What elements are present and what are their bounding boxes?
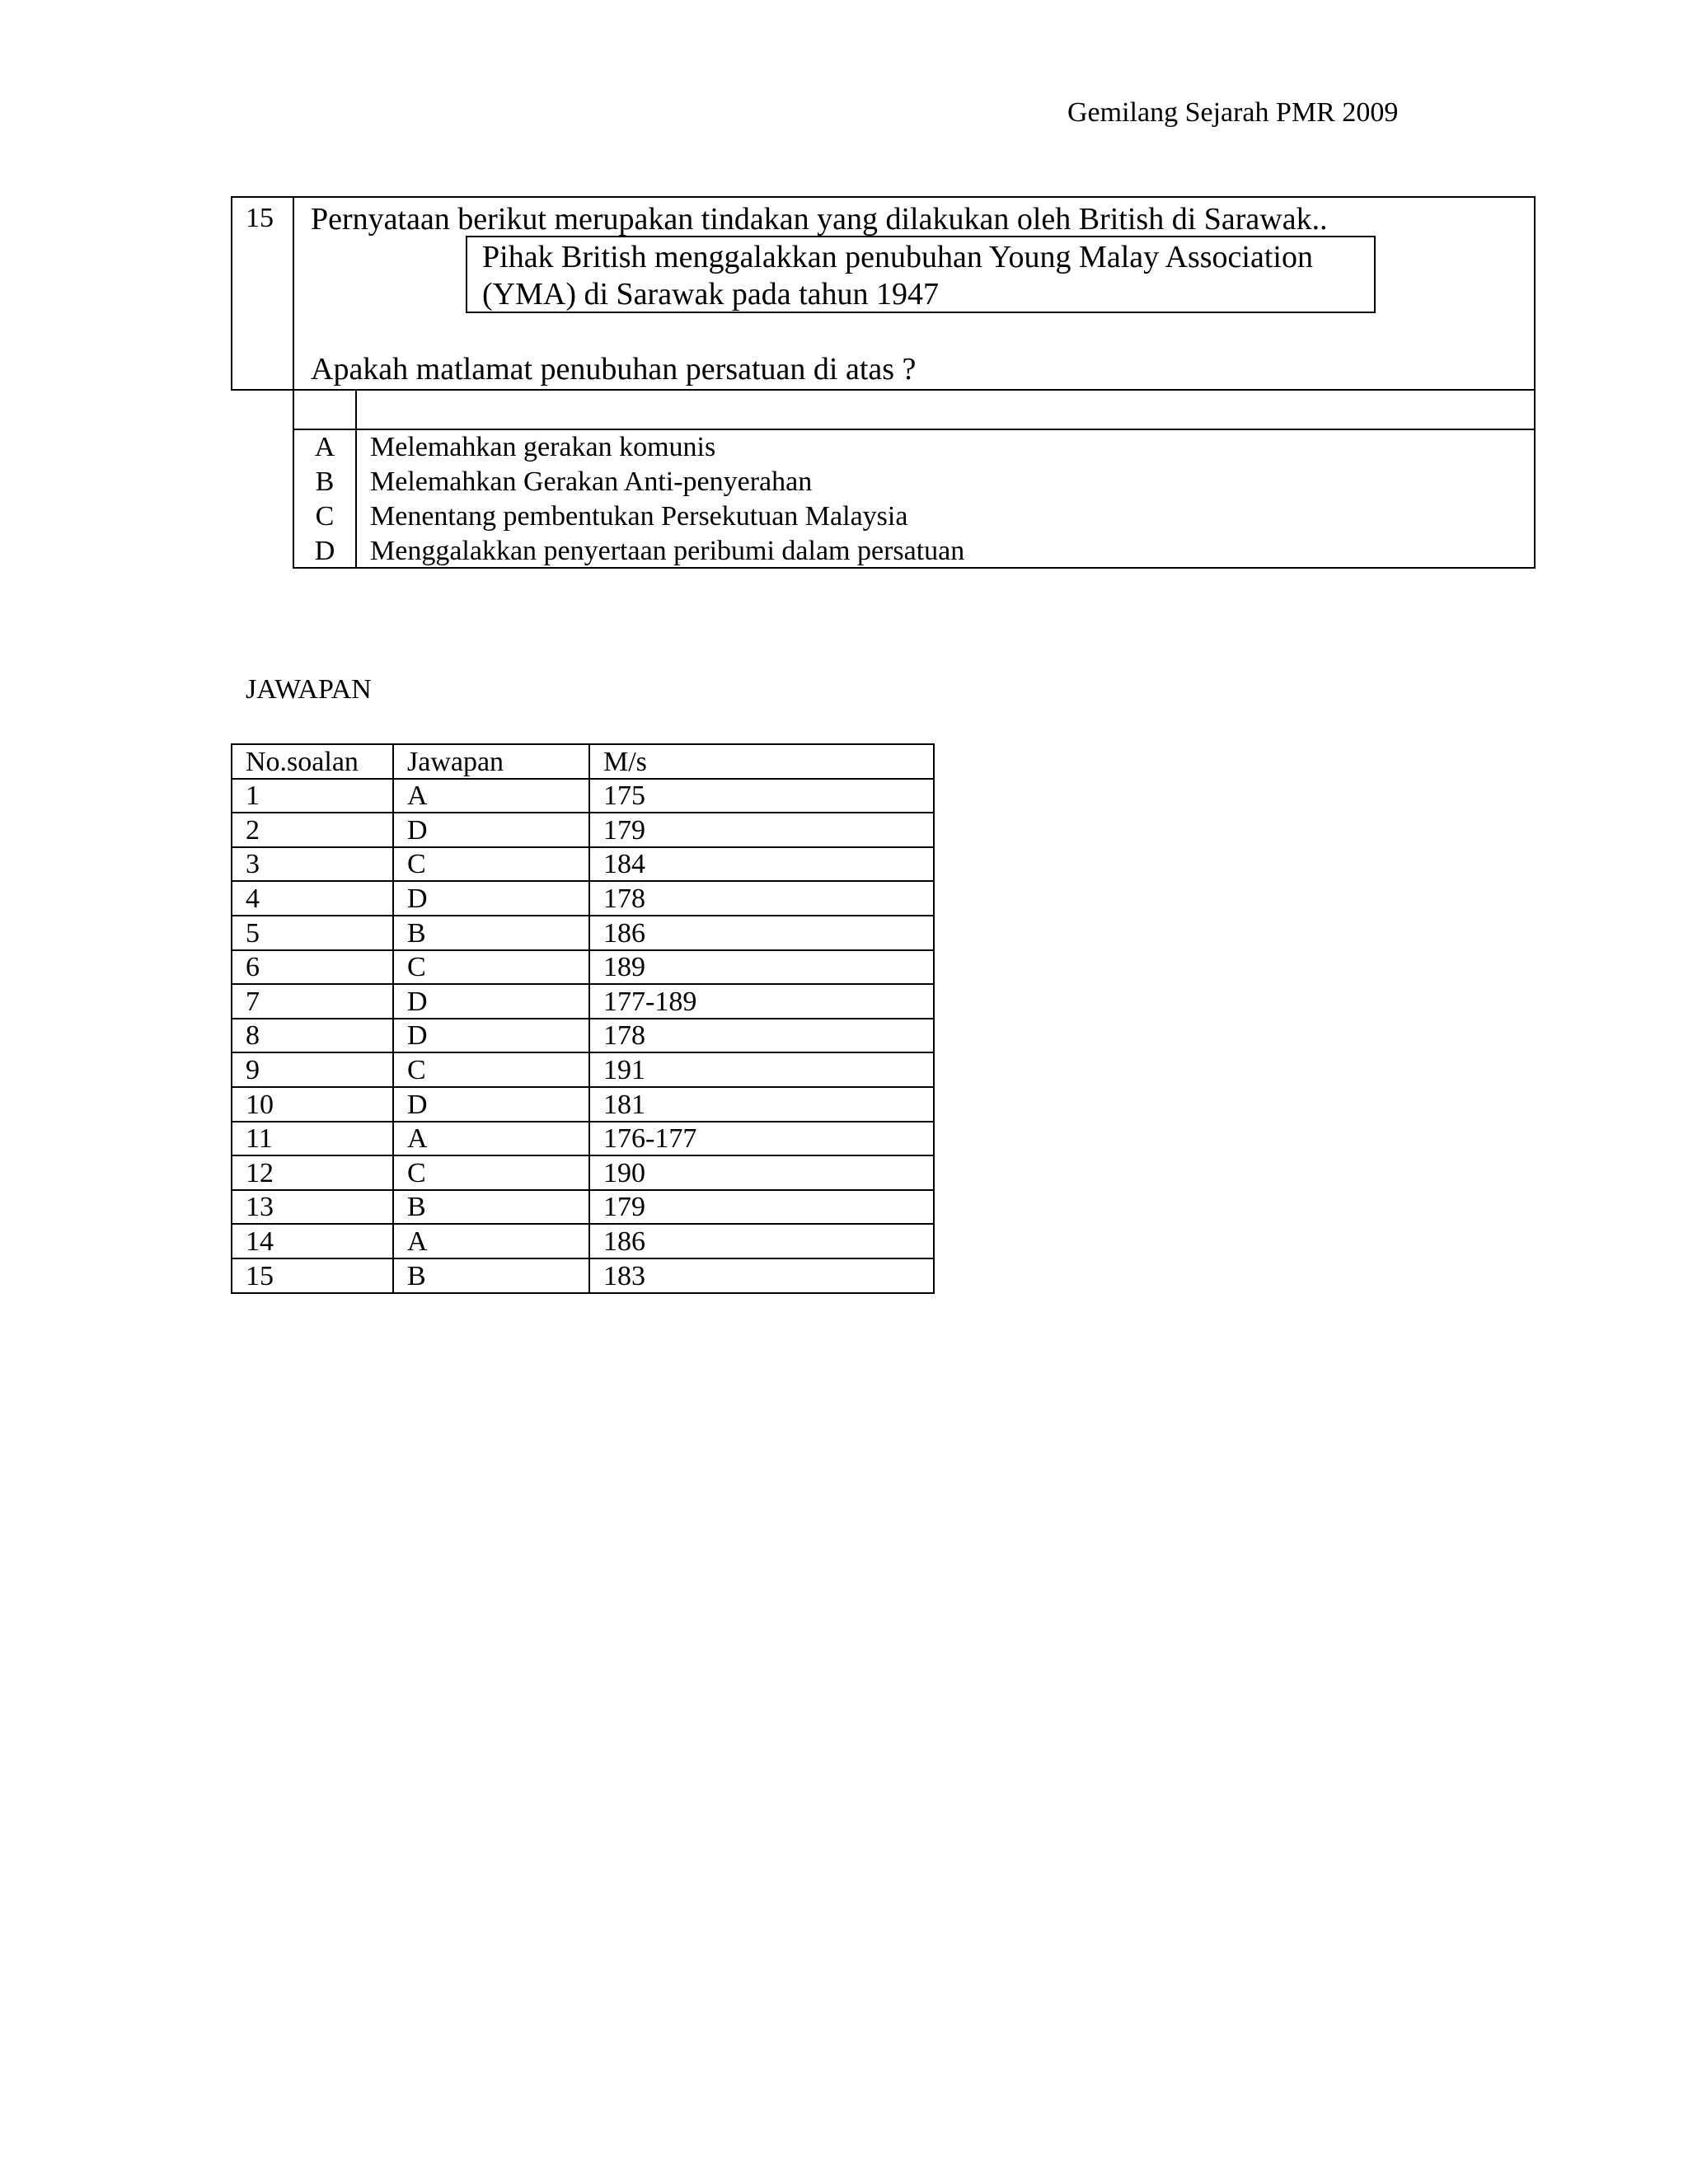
cell-page: 184 (589, 847, 934, 882)
question-number: 15 (246, 203, 274, 233)
cell-question-number: 5 (232, 916, 393, 950)
cell-answer: B (393, 916, 589, 950)
cell-answer: D (393, 984, 589, 1019)
cell-page: 189 (589, 950, 934, 985)
option-letter: C (315, 501, 335, 532)
cell-page: 191 (589, 1052, 934, 1087)
cell-question-number: 8 (232, 1019, 393, 1053)
table-row (232, 847, 934, 882)
table-row (232, 1087, 934, 1122)
cell-question-number: 7 (232, 984, 393, 1019)
option-text: Menentang pembentukan Persekutuan Malaysia (370, 501, 908, 532)
option-a (294, 432, 1534, 466)
options-table (293, 389, 1536, 569)
cell-answer: C (393, 847, 589, 882)
question-15-block (231, 196, 1536, 391)
cell-answer: B (393, 1190, 589, 1225)
cell-page: 190 (589, 1155, 934, 1190)
table-row (232, 916, 934, 950)
header-answer: Jawapan (393, 744, 589, 779)
cell-answer: D (393, 881, 589, 916)
cell-answer: C (393, 1052, 589, 1087)
cell-page: 181 (589, 1087, 934, 1122)
option-letter: D (314, 536, 335, 566)
table-header-row (232, 744, 934, 779)
cell-question-number: 15 (232, 1258, 393, 1293)
cell-page: 175 (589, 779, 934, 813)
answer-key-table (231, 743, 935, 1294)
cell-page: 179 (589, 813, 934, 847)
answer-rows (232, 779, 934, 1293)
cell-answer: D (393, 813, 589, 847)
cell-page: 178 (589, 1019, 934, 1053)
options-spacer-row (294, 391, 1534, 430)
table-row (232, 1224, 934, 1258)
table-row (232, 1122, 934, 1156)
cell-answer: A (393, 1122, 589, 1156)
cell-answer: A (393, 1224, 589, 1258)
table-row (232, 1258, 934, 1293)
cell-question-number: 13 (232, 1190, 393, 1225)
question-number-cell (232, 198, 294, 389)
table-row (232, 1019, 934, 1053)
table-row (232, 813, 934, 847)
table-row (232, 950, 934, 985)
question-stem: Pernyataan berikut merupakan tindakan yang dilakukan oleh British di Sarawak.. (311, 202, 1328, 237)
option-text: Menggalakkan penyertaan peribumi dalam persatuan (370, 536, 965, 566)
cell-question-number: 9 (232, 1052, 393, 1087)
cell-answer: C (393, 950, 589, 985)
option-text: Melemahkan gerakan komunis (370, 432, 716, 462)
cell-page: 186 (589, 916, 934, 950)
cell-page: 183 (589, 1258, 934, 1293)
cell-answer: B (393, 1258, 589, 1293)
statement-box (466, 236, 1376, 313)
option-b (294, 466, 1534, 501)
cell-question-number: 11 (232, 1122, 393, 1156)
page-header-title: Gemilang Sejarah PMR 2009 (1067, 97, 1399, 128)
cell-page: 177-189 (589, 984, 934, 1019)
table-row (232, 1155, 934, 1190)
table-row (232, 984, 934, 1019)
option-letter: B (315, 466, 335, 497)
option-letter: A (314, 432, 335, 462)
cell-page: 178 (589, 881, 934, 916)
table-row (232, 881, 934, 916)
cell-question-number: 14 (232, 1224, 393, 1258)
cell-question-number: 3 (232, 847, 393, 882)
table-row (232, 1190, 934, 1225)
cell-question-number: 2 (232, 813, 393, 847)
cell-question-number: 1 (232, 779, 393, 813)
cell-question-number: 12 (232, 1155, 393, 1190)
cell-question-number: 4 (232, 881, 393, 916)
cell-page: 186 (589, 1224, 934, 1258)
question-prompt: Apakah matlamat penubuhan persatuan di atas ? (311, 352, 917, 387)
header-page: M/s (589, 744, 934, 779)
cell-answer: C (393, 1155, 589, 1190)
cell-question-number: 10 (232, 1087, 393, 1122)
option-c (294, 501, 1534, 536)
cell-page: 179 (589, 1190, 934, 1225)
cell-answer: D (393, 1087, 589, 1122)
cell-question-number: 6 (232, 950, 393, 985)
table-row (232, 779, 934, 813)
header-question-number: No.soalan (232, 744, 393, 779)
table-row (232, 1052, 934, 1087)
statement-line-1: Pihak British menggalakkan penubuhan Young Malay Association (482, 240, 1313, 274)
cell-answer: A (393, 779, 589, 813)
cell-page: 176-177 (589, 1122, 934, 1156)
option-text: Melemahkan Gerakan Anti-penyerahan (370, 466, 813, 497)
cell-answer: D (393, 1019, 589, 1053)
option-d (294, 536, 1534, 570)
statement-line-2: (YMA) di Sarawak pada tahun 1947 (482, 277, 940, 312)
answers-title: JAWAPAN (246, 674, 372, 705)
